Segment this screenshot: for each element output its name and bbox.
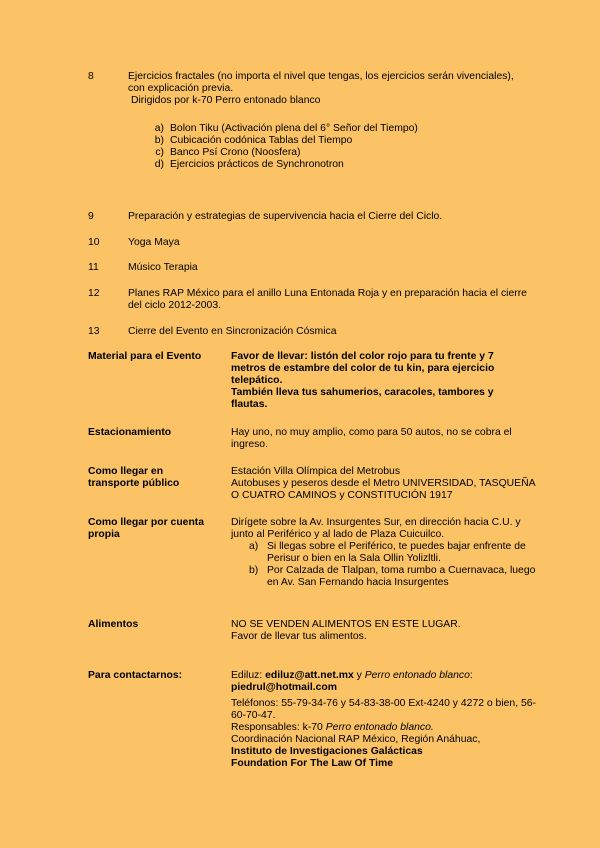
item-text: Cierre del Evento en Sincronización Cósmica [128,326,337,337]
list-item [249,541,541,565]
list-letter: c) [155,147,164,158]
item-text: Ejercicios fractales (no importa el nivel que tengas, los ejercicios serán vivenciales), con explicación previa. [128,71,514,94]
transport-line: Estación Villa Olímpica del Metrobus [231,466,401,477]
resp-name: Perro entonado blanco. [325,722,434,733]
list-text: Si llegas sobre el Periférico, te puedes bajar enfrente de Perisur o bien en la Sala Ollin Yolizltli. [267,541,526,564]
coordination-text: Coordinación Nacional RAP México, Región Anáhuac, [231,734,481,745]
resp-prefix: Responsables: k-70 [231,722,326,733]
list-text: Banco Psí Crono (Noosfera) [170,147,301,158]
list-item [146,147,418,159]
section-value [231,619,541,643]
section-label: Para contactarnos: [88,670,183,681]
section-label: Estacionamiento [88,427,172,438]
list-item [146,135,418,147]
food-line: Favor de llevar tus alimentos. [231,631,367,642]
item-text-line: Dirigidos por k-70 Perro entonado blanco [131,95,321,106]
contact-name: Ediluz: [231,670,266,681]
list-item [146,159,418,171]
email-link[interactable]: piedrul@hotmail.com [231,682,337,693]
list-letter: a) [249,541,259,552]
list-text: Bolon Tiku (Activación plena del 6° Señor del Tiempo) [170,123,418,134]
list-letter: a) [154,123,164,134]
institute-name: Instituto de Investigaciones Galácticas [231,746,423,757]
item-number: 12 [88,288,100,299]
transport-line: Autobuses y peseros desde el Metro UNIVERSIDAD, TASQUEÑA O CUATRO CAMINOS y CONSTITUCIÓN 1917 [231,478,535,501]
section-label: Material para el Evento [88,351,202,362]
food-line: NO SE VENDEN ALIMENTOS EN ESTE LUGAR. [231,619,461,630]
item-number: 13 [88,326,100,337]
item-text: Preparación y estrategias de supervivencia hacia el Cierre del Ciclo. [128,211,443,222]
contact-line [231,670,541,682]
sub-list [146,123,418,171]
list-item [249,565,541,589]
item-number: 8 [88,71,94,82]
list-letter: b) [154,135,164,146]
list-item [146,123,418,135]
contact-block [231,670,541,770]
phones-text: Teléfonos: 55-79-34-76 y 54-83-38-00 Ext-4240 y 4272 o bien, 56-60-70-47. [231,698,536,721]
material-line: También lleva tus sahumerios, caracoles, tambores y flautas. [231,387,494,410]
colon: : [469,670,473,681]
list-text: Ejercicios prácticos de Synchronotron [170,159,344,170]
section-value [231,466,541,502]
conjunction: y [353,670,365,681]
item-text: Músico Terapia [128,262,198,273]
item-number: 9 [88,211,94,222]
item-number: 10 [88,237,100,248]
section-label: Alimentos [88,619,139,630]
list-text: Por Calzada de Tlalpan, toma rumbo a Cuernavaca, luego en Av. San Fernando hacia Insurgentes [267,565,536,588]
list-letter: b) [249,565,259,576]
directions-text: Dirígete sobre la Av. Insurgentes Sur, en dirección hacia C.U. y junto al Periférico y al lado de Plaza Cuicuilco. [231,517,521,540]
section-label: Como llegar por cuenta propia [88,517,205,540]
list-text: Cubicación codónica Tablas del Tiempo [170,135,353,146]
section-value: Hay uno, no muy amplio, como para 50 autos, no se cobra el ingreso. [231,427,512,450]
contact-name: Perro entonado blanco [364,670,470,681]
contact-line [231,722,541,734]
directions-list [249,541,541,589]
item-text: Yoga Maya [128,237,180,248]
list-letter: d) [154,159,164,170]
foundation-name: Foundation For The Law Of Time [231,758,394,769]
item-number: 11 [88,262,99,273]
section-value [231,351,521,411]
item-text: Planes RAP México para el anillo Luna Entonada Roja y en preparación hacia el cierre del ciclo 2012-2003. [128,288,527,311]
material-line: Favor de llevar: listón del color rojo para tu frente y 7 metros de estambre del color de tu kin, para ejercicio telepático. [231,351,495,386]
email-link[interactable]: ediluz@att.net.mx [265,670,354,681]
section-value [231,517,541,589]
section-label: Como llegar en transporte público [88,466,180,489]
